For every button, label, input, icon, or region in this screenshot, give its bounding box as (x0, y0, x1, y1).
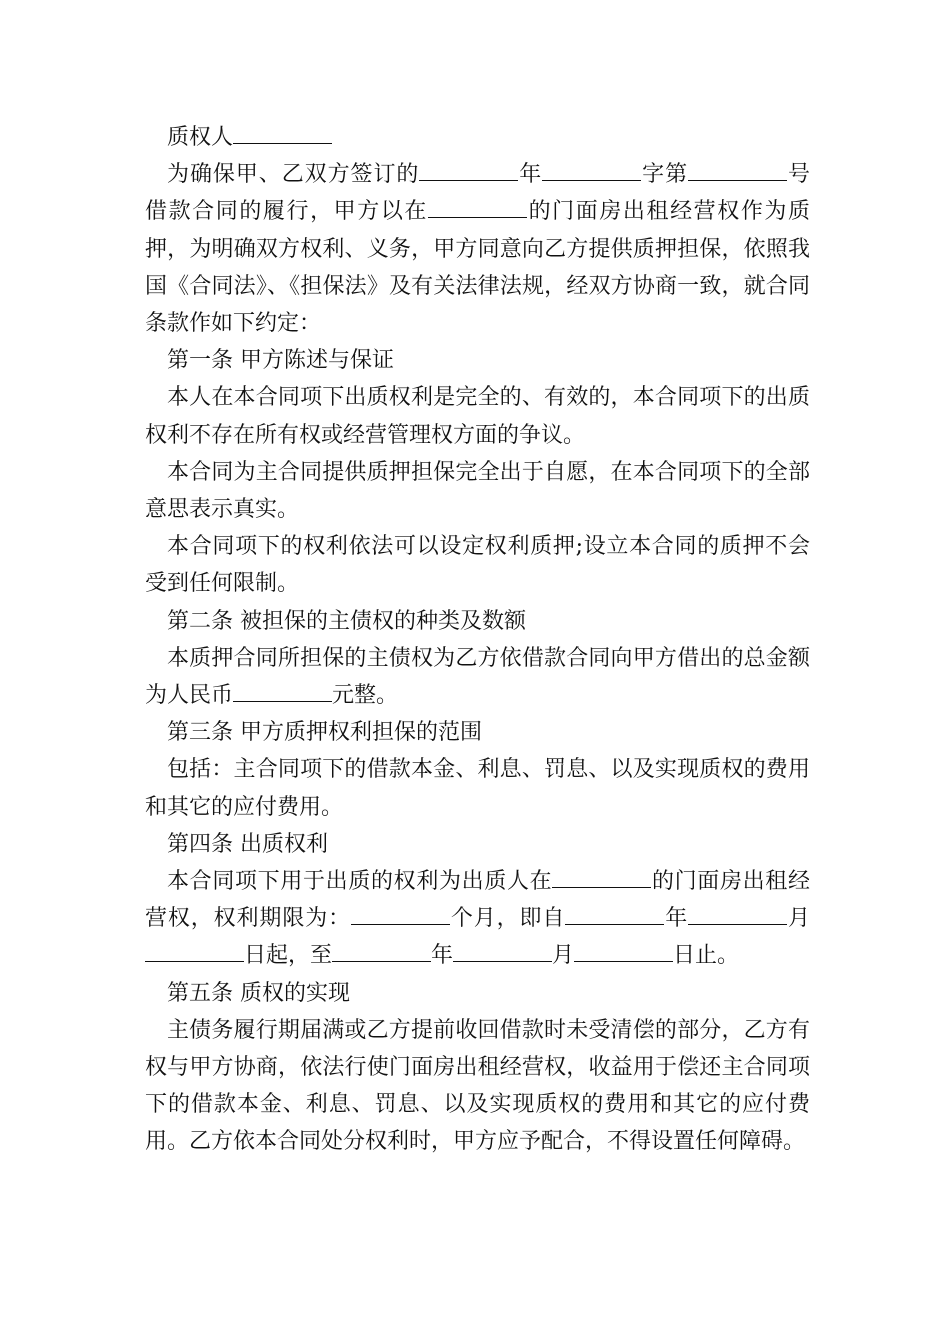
text-segment: 本合同项下的权利依法可以设定权利质押;设立本合同的质押不会受到任何限制。 (145, 534, 810, 597)
text-segment: 号借款合同的履行，甲方以在 (145, 162, 810, 225)
text-segment: 元整。 (332, 683, 399, 709)
fill-in-blank (574, 941, 673, 962)
text-segment: 第四条 出质权利 (167, 831, 328, 857)
text-segment: 日起，至 (244, 943, 333, 969)
text-segment: 主债务履行期届满或乙方提前收回借款时未受清偿的部分，乙方有权与甲方协商，依法行使门面房出租经营权，收益用于偿还主合同项下的借款本金、利息、罚息、以及实现质权的费用和其它的应付费用。乙方依本合同处分权利时，甲方应予配合，不得设置任何障碍。 (145, 1017, 810, 1155)
text-segment: 本人在本合同项下出质权利是完全的、有效的，本合同项下的出质权利不存在所有权或经营管理权方面的争议。 (145, 385, 810, 448)
paragraph (145, 751, 810, 825)
paragraph (145, 863, 810, 975)
text-segment: 本质押合同所担保的主债权为乙方依借款合同向甲方借出的总金额为人民币 (145, 645, 810, 709)
fill-in-blank (233, 681, 332, 702)
fill-in-blank (332, 941, 431, 962)
fill-in-blank (453, 941, 552, 962)
text-segment: 个月，即自 (449, 906, 566, 932)
fill-in-blank (565, 904, 664, 925)
text-segment: 包括：主合同项下的借款本金、利息、罚息、以及实现质权的费用和其它的应付费用。 (145, 757, 810, 820)
text-segment: 的门面房出租经营权作为质押，为明确双方权利、义务，甲方同意向乙方提供质押担保，依照我国《合同法》、《担保法》及有关法律法规，经双方协商一致，就合同条款作如下约定： (145, 199, 810, 337)
fill-in-blank (419, 160, 518, 181)
fill-in-blank (351, 904, 450, 925)
text-segment: 月 (552, 943, 575, 969)
paragraph (145, 156, 810, 342)
text-segment: 为确保甲、乙双方签订的 (167, 162, 420, 188)
article-heading (145, 714, 810, 751)
text-segment: 第五条 质权的实现 (167, 980, 350, 1006)
paragraph (145, 379, 810, 453)
fill-in-blank (552, 867, 651, 888)
text-segment: 日止。 (673, 943, 740, 969)
text-segment: 月 (787, 906, 810, 932)
fill-in-blank (145, 941, 244, 962)
article-heading (145, 826, 810, 863)
article-heading (145, 603, 810, 640)
text-segment: 字第 (641, 162, 689, 188)
text-segment: 第一条 甲方陈述与保证 (167, 348, 394, 374)
text-segment: 年 (518, 162, 543, 188)
text-segment: 本合同为主合同提供质押担保完全出于自愿，在本合同项下的全部意思表示真实。 (145, 459, 810, 523)
text-segment: 质权人 (167, 125, 234, 150)
text-segment: 的门面房出租经营权，权利期限为： (145, 869, 810, 932)
text-segment: 第三条 甲方质押权利担保的范围 (167, 720, 482, 746)
text-segment: 第二条 被担保的主债权的种类及数额 (167, 608, 526, 634)
paragraph (145, 528, 810, 602)
paragraph (145, 640, 810, 714)
text-segment: 本合同项下用于出质的权利为出质人在 (167, 869, 553, 895)
fill-in-blank (428, 197, 527, 218)
article-heading (145, 342, 810, 379)
paragraph (145, 119, 810, 156)
fill-in-blank (233, 123, 332, 144)
paragraph (145, 454, 810, 528)
article-heading (145, 975, 810, 1012)
fill-in-blank (688, 904, 787, 925)
paragraph (145, 1012, 810, 1161)
document-page (145, 119, 810, 1161)
text-segment: 年 (664, 906, 689, 932)
fill-in-blank (542, 160, 641, 181)
fill-in-blank (688, 160, 787, 181)
text-segment: 年 (431, 943, 454, 969)
